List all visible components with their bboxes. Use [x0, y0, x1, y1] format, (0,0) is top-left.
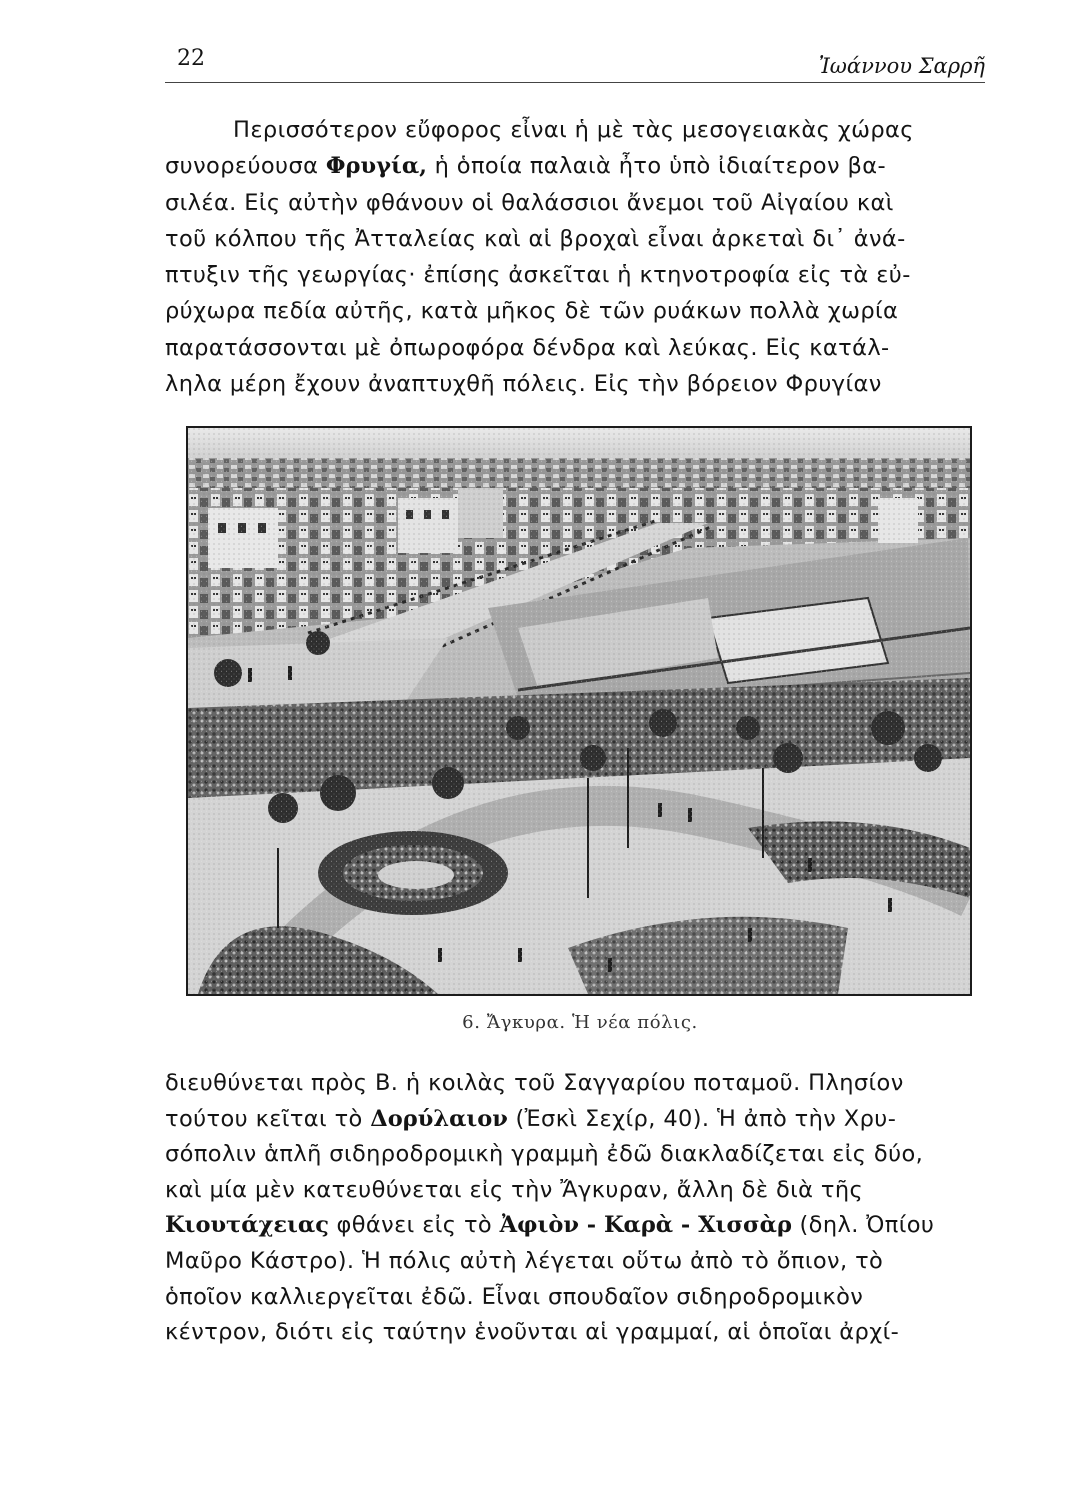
text-line: πτυξιν τῆς γεωργίας· ἐπίσης ἀσκεῖται ἡ κτηνοτροφία εἰς τὰ εὐ- — [165, 262, 911, 289]
running-head-author: Ἰωάννου Σαρρῆ — [818, 54, 985, 78]
text-line: ρύχωρα πεδία αὐτῆς, κατὰ μῆκος δὲ τῶν ρυάκων πολλὰ χωρία — [165, 298, 899, 325]
text-span: συνορεύουσα — [165, 153, 319, 180]
place-name-kutahya: Κιουτάχειας — [165, 1212, 329, 1239]
text-line: διευθύνεται πρὸς Β. ἡ κοιλὰς τοῦ Σαγγαρίου ποταμοῦ. Πλησίον — [165, 1070, 904, 1096]
ankara-city-photograph — [186, 426, 972, 996]
text-line: τοῦ κόλπου τῆς Ἀτταλείας καὶ αἱ βροχαὶ εἶναι ἀρκεταὶ δι᾽ ἀνά- — [165, 225, 906, 252]
top-paragraph — [165, 112, 995, 402]
figure-caption: 6. Ἄγκυρα. Ἡ νέα πόλις. — [462, 1012, 698, 1033]
text-line — [165, 1102, 995, 1138]
text-span: φθάνει εἰς τὸ — [336, 1212, 493, 1239]
text-span: ἡ ὁποία παλαιὰ ἦτο ὑπὸ ἰδιαίτερον βα- — [434, 153, 887, 180]
text-line: σιλέα. Εἰς αὐτὴν φθάνουν οἱ θαλάσσιοι ἄνεμοι τοῦ Αἰγαίου καὶ — [165, 189, 894, 216]
text-line — [165, 148, 995, 184]
text-line: Περισσότερον εὔφορος εἶναι ἡ μὲ τὰς μεσογειακὰς χώρας — [233, 117, 914, 143]
text-span: (Ἐσκὶ Σεχίρ, 40). Ἡ ἀπὸ τὴν Χρυ- — [515, 1105, 897, 1132]
place-name-dorylaion: Δορύλαιον — [370, 1105, 508, 1132]
place-name-afyon-karahisar: Ἀφιὸν - Καρὰ - Χισσὰρ — [499, 1212, 792, 1239]
bottom-paragraph — [165, 1066, 995, 1351]
text-line: ὁποῖον καλλιεργεῖται ἐδῶ. Εἶναι σπουδαῖον σιδηροδρομικὸν — [165, 1283, 864, 1310]
text-line: κέντρον, διότι εἰς ταύτην ἑνοῦνται αἱ γραμμαί, αἱ ὁποῖαι ἀρχί- — [165, 1319, 900, 1346]
page-number: 22 — [177, 46, 205, 71]
text-line: σόπολιν ἁπλῆ σιδηροδρομικὴ γραμμὴ ἐδῶ διακλαδίζεται εἰς δύο, — [165, 1141, 924, 1168]
text-span: τούτου κεῖται τὸ — [165, 1105, 363, 1132]
text-line: καὶ μία μὲν κατευθύνεται εἰς τὴν Ἄγκυραν, ἄλλη δὲ διὰ τῆς — [165, 1176, 864, 1203]
text-line: παρατάσσονται μὲ ὀπωροφόρα δένδρα καὶ λεύκας. Εἰς κατάλ- — [165, 334, 890, 361]
text-line — [165, 1208, 995, 1244]
text-span: (δηλ. Ὀπίου — [799, 1212, 935, 1239]
text-line: Μαῦρο Κάστρο). Ἡ πόλις αὐτὴ λέγεται οὕτω ἀπὸ τὸ ὄπιον, τὸ — [165, 1247, 884, 1274]
page-header — [165, 42, 985, 83]
place-name-phrygia: Φρυγία, — [325, 153, 427, 180]
text-line: ληλα μέρη ἔχουν ἀναπτυχθῆ πόλεις. Εἰς τὴν βόρειον Φρυγίαν — [165, 371, 882, 398]
